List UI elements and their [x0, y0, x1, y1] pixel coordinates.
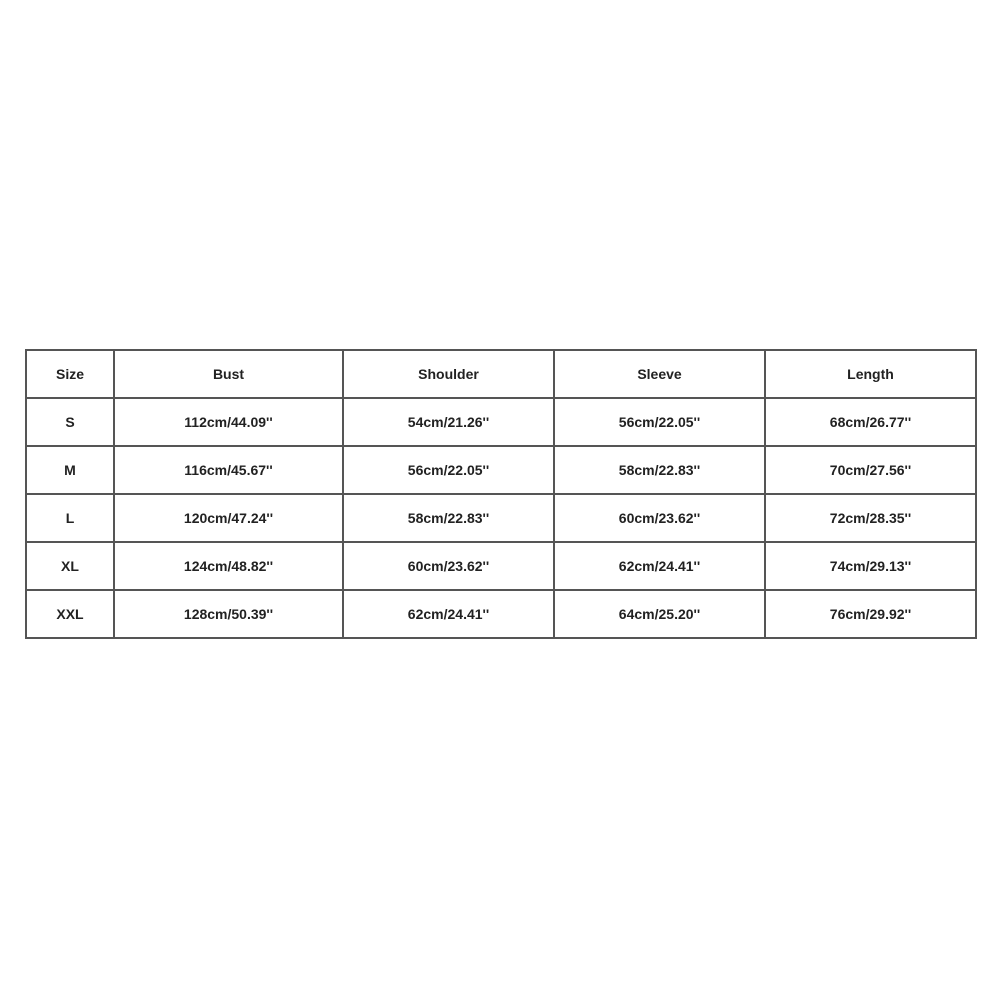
cell-size: M	[26, 446, 114, 494]
cell-length: 74cm/29.13''	[765, 542, 976, 590]
table-row	[26, 398, 976, 446]
cell-bust: 120cm/47.24''	[114, 494, 343, 542]
table-row	[26, 542, 976, 590]
cell-bust: 116cm/45.67''	[114, 446, 343, 494]
cell-shoulder: 54cm/21.26''	[343, 398, 554, 446]
cell-shoulder: 56cm/22.05''	[343, 446, 554, 494]
cell-size: XXL	[26, 590, 114, 638]
cell-bust: 128cm/50.39''	[114, 590, 343, 638]
table-row	[26, 494, 976, 542]
cell-bust: 112cm/44.09''	[114, 398, 343, 446]
cell-length: 72cm/28.35''	[765, 494, 976, 542]
table-row	[26, 446, 976, 494]
header-length: Length	[765, 350, 976, 398]
cell-size: S	[26, 398, 114, 446]
cell-length: 70cm/27.56''	[765, 446, 976, 494]
cell-sleeve: 60cm/23.62''	[554, 494, 765, 542]
cell-length: 68cm/26.77''	[765, 398, 976, 446]
header-sleeve: Sleeve	[554, 350, 765, 398]
size-chart-table	[25, 349, 977, 639]
table-header-row	[26, 350, 976, 398]
table-row	[26, 590, 976, 638]
cell-shoulder: 60cm/23.62''	[343, 542, 554, 590]
header-shoulder: Shoulder	[343, 350, 554, 398]
cell-sleeve: 64cm/25.20''	[554, 590, 765, 638]
cell-length: 76cm/29.92''	[765, 590, 976, 638]
cell-size: XL	[26, 542, 114, 590]
cell-size: L	[26, 494, 114, 542]
cell-sleeve: 58cm/22.83''	[554, 446, 765, 494]
cell-sleeve: 62cm/24.41''	[554, 542, 765, 590]
cell-shoulder: 62cm/24.41''	[343, 590, 554, 638]
cell-sleeve: 56cm/22.05''	[554, 398, 765, 446]
header-bust: Bust	[114, 350, 343, 398]
cell-bust: 124cm/48.82''	[114, 542, 343, 590]
header-size: Size	[26, 350, 114, 398]
cell-shoulder: 58cm/22.83''	[343, 494, 554, 542]
